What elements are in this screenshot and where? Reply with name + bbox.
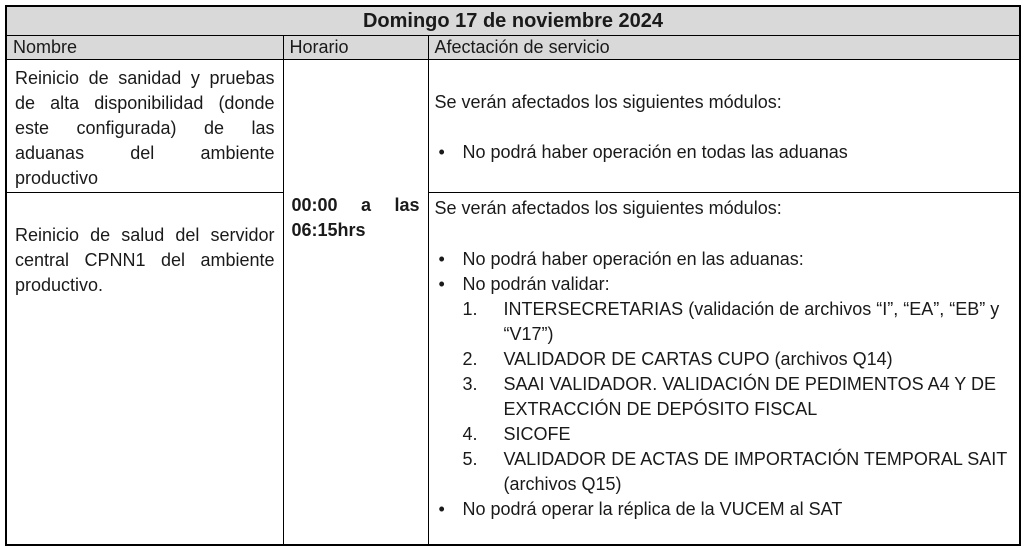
- item-text: VALIDADOR DE ACTAS DE IMPORTACIÓN TEMPORAL SAIT (archivos Q15): [503, 449, 1007, 494]
- numbered-item: [463, 347, 1012, 372]
- item-number: 4.: [462, 424, 478, 444]
- nombre-cell-row1: Reinicio de sanidad y pruebas de alta disponibilidad (donde este configurada) de las aduanas del ambiente productivo: [6, 60, 283, 193]
- bullet-icon: •: [438, 142, 445, 162]
- afectacion-intro: Se verán afectados los siguientes módulos:: [434, 198, 782, 218]
- title-row: [6, 6, 1020, 36]
- numbered-item: [463, 297, 1012, 347]
- bullet-icon: •: [438, 249, 445, 269]
- maintenance-schedule-table: [5, 5, 1021, 546]
- bullet-text: No podrá haber operación en todas las aduanas: [462, 142, 848, 162]
- bullet-text: No podrán validar:: [462, 274, 610, 294]
- afectacion-cell-row2: [428, 193, 1020, 545]
- item-number: 1.: [462, 299, 478, 319]
- table-row: [6, 193, 1020, 545]
- bullet-icon: •: [438, 274, 445, 294]
- item-number: 3.: [462, 374, 478, 394]
- numbered-item: [463, 447, 1012, 497]
- item-text: VALIDADOR DE CARTAS CUPO (archivos Q14): [503, 349, 893, 369]
- item-text: SAAI VALIDADOR. VALIDACIÓN DE PEDIMENTOS A4 Y DE EXTRACCIÓN DE DEPÓSITO FISCAL: [503, 374, 996, 419]
- col-header-horario: Horario: [283, 36, 428, 60]
- nombre-cell-row2: Reinicio de salud del servidor central CPNN1 del ambiente productivo.: [6, 193, 283, 545]
- list-item: [435, 272, 1012, 297]
- affected-modules-list: [435, 247, 1012, 522]
- item-text: SICOFE: [503, 424, 571, 444]
- list-item: [435, 497, 1012, 522]
- numbered-item: [463, 372, 1012, 422]
- horario-cell: [283, 60, 428, 545]
- numbered-item: [463, 422, 1012, 447]
- column-header-row: [6, 36, 1020, 60]
- list-item: [435, 140, 1012, 165]
- table-title: Domingo 17 de noviembre 2024: [6, 6, 1020, 36]
- afectacion-cell-row1: [428, 60, 1020, 193]
- item-number: 5.: [462, 449, 478, 469]
- afectacion-intro: Se verán afectados los siguientes módulos:: [434, 92, 782, 112]
- item-number: 2.: [462, 349, 478, 369]
- item-text: INTERSECRETARIAS (validación de archivos “I”, “EA”, “EB” y “V17”): [503, 299, 1000, 344]
- col-header-nombre: Nombre: [6, 36, 283, 60]
- col-header-afectacion: Afectación de servicio: [428, 36, 1020, 60]
- bullet-text: No podrá operar la réplica de la VUCEM al SAT: [462, 499, 843, 519]
- bullet-text: No podrá haber operación en las aduanas:: [462, 249, 804, 269]
- list-item: [435, 247, 1012, 272]
- bullet-icon: •: [438, 499, 445, 519]
- table-row: [6, 60, 1020, 193]
- horario-value: 00:00 a las 06:15hrs: [291, 195, 420, 240]
